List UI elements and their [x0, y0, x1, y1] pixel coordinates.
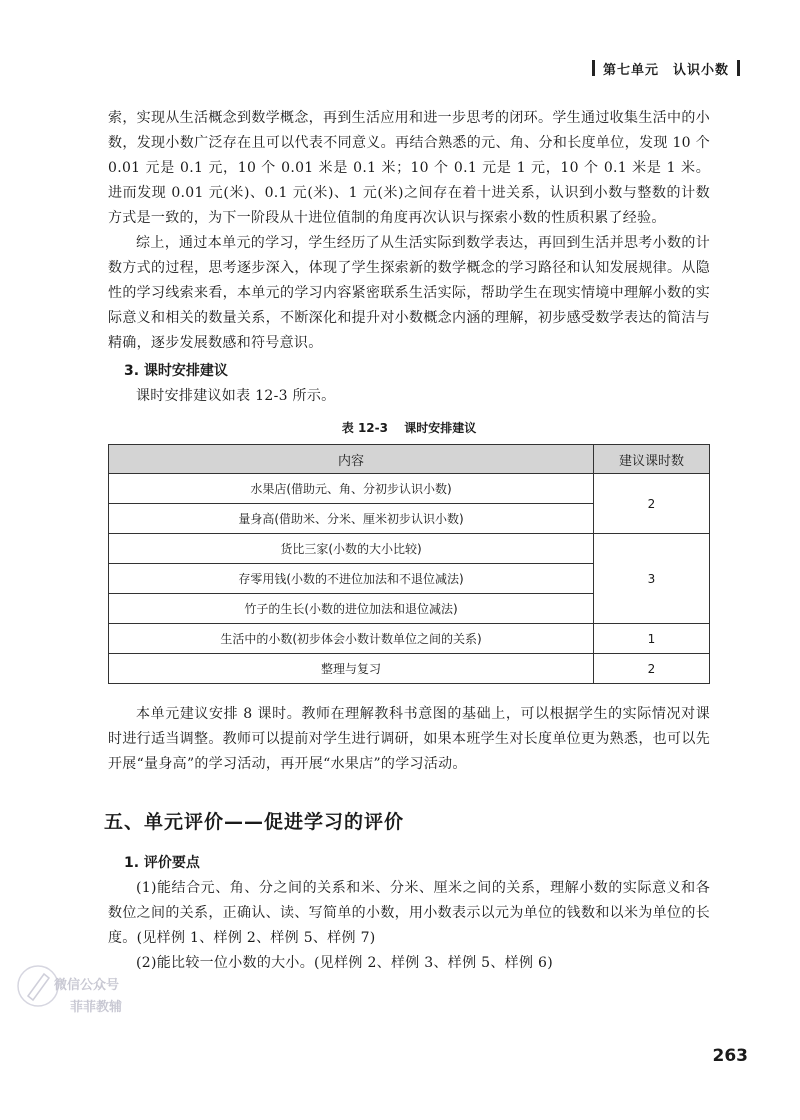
- row-content: 量身高(借助米、分米、厘米初步认识小数): [109, 504, 594, 534]
- table-row: [109, 474, 710, 504]
- evaluation-points-heading: 1. 评价要点: [124, 855, 200, 871]
- table-caption: [108, 419, 710, 436]
- header-bar-left: [592, 60, 595, 76]
- paragraph-3: 课时安排建议如表 12-3 所示。: [136, 388, 336, 404]
- page-content: [104, 106, 710, 976]
- row-hours: 2: [594, 654, 710, 684]
- table-header-row: [109, 445, 710, 474]
- lesson-plan-heading: 3. 课时安排建议: [124, 363, 228, 379]
- row-content: 竹子的生长(小数的进位加法和退位减法): [109, 594, 594, 624]
- table-caption-title: 课时安排建议: [404, 421, 477, 435]
- header-unit: 第七单元: [602, 62, 659, 78]
- col-hours-header: 建议课时数: [594, 445, 710, 474]
- lesson-plan-table: [108, 444, 710, 684]
- table-row: [109, 654, 710, 684]
- row-hours: 2: [594, 474, 710, 534]
- page-number: 263: [712, 1046, 748, 1066]
- watermark-line-1: 微信公众号: [54, 978, 120, 993]
- watermark-line-2: 菲菲教辅: [70, 1000, 123, 1015]
- row-content: 生活中的小数(初步体会小数计数单位之间的关系): [109, 624, 594, 654]
- section-5-title: 五、单元评价——促进学习的评价: [104, 811, 405, 833]
- table-row: [109, 534, 710, 564]
- row-content: 整理与复习: [109, 654, 594, 684]
- row-content: 货比三家(小数的大小比较): [109, 534, 594, 564]
- evaluation-item-2: (2)能比较一位小数的大小。(见样例 2、样例 3、样例 5、样例 6): [136, 955, 553, 971]
- running-header: [584, 56, 748, 80]
- col-content-header: 内容: [109, 445, 594, 474]
- header-bar-right: [737, 60, 740, 76]
- row-content: 存零用钱(小数的不进位加法和不退位减法): [109, 564, 594, 594]
- row-hours: 1: [594, 624, 710, 654]
- paragraph-4: 本单元建议安排 8 课时。教师在理解教科书意图的基础上，可以根据学生的实际情况对课时进行适当调整。教师可以提前对学生进行调研，如果本班学生对长度单位更为熟悉，也可以先开展“量身高”的学习活动，再开展“水果店”的学习活动。: [108, 706, 710, 772]
- table-row: [109, 624, 710, 654]
- table-caption-number: 表 12-3: [341, 421, 388, 435]
- row-content: 水果店(借助元、角、分初步认识小数): [109, 474, 594, 504]
- evaluation-item-1: (1)能结合元、角、分之间的关系和米、分米、厘米之间的关系，理解小数的实际意义和各数位之间的关系，正确认、读、写简单的小数，用小数表示以元为单位的钱数和以米为单位的长度。(见样例 1、样例 2、样例 5、样例 7): [108, 880, 710, 946]
- watermark: [16, 960, 134, 1022]
- paragraph-1: 索，实现从生活概念到数学概念，再到生活应用和进一步思考的闭环。学生通过收集生活中的小数，发现小数广泛存在且可以代表不同意义。再结合熟悉的元、角、分和长度单位，发现 10 个 0.01 元是 0.1 元，10 个 0.01 米是 0.1 米；10 个 0.1 元是 1 元，10 个 0.1 米是 1 米。进而发现 0.01 元(米)、0.1 元(米)、1 元(米)之间存在着十进关系，认识到小数与整数的计数方式是一致的，为下一阶段从十进位值制的角度再次认识与探索小数的性质积累了经验。: [108, 110, 710, 226]
- row-hours: 3: [594, 534, 710, 624]
- paragraph-2: 综上，通过本单元的学习，学生经历了从生活实际到数学表达，再回到生活并思考小数的计数方式的过程，思考逐步深入，体现了学生探索新的数学概念的学习路径和认知发展规律。从隐性的学习线索来看，本单元的学习内容紧密联系生活实际，帮助学生在现实情境中理解小数的实际意义和相关的数量关系，不断深化和提升对小数概念内涵的理解，初步感受数学表达的简洁与精确，逐步发展数感和符号意识。: [108, 235, 710, 351]
- header-topic: 认识小数: [672, 62, 729, 78]
